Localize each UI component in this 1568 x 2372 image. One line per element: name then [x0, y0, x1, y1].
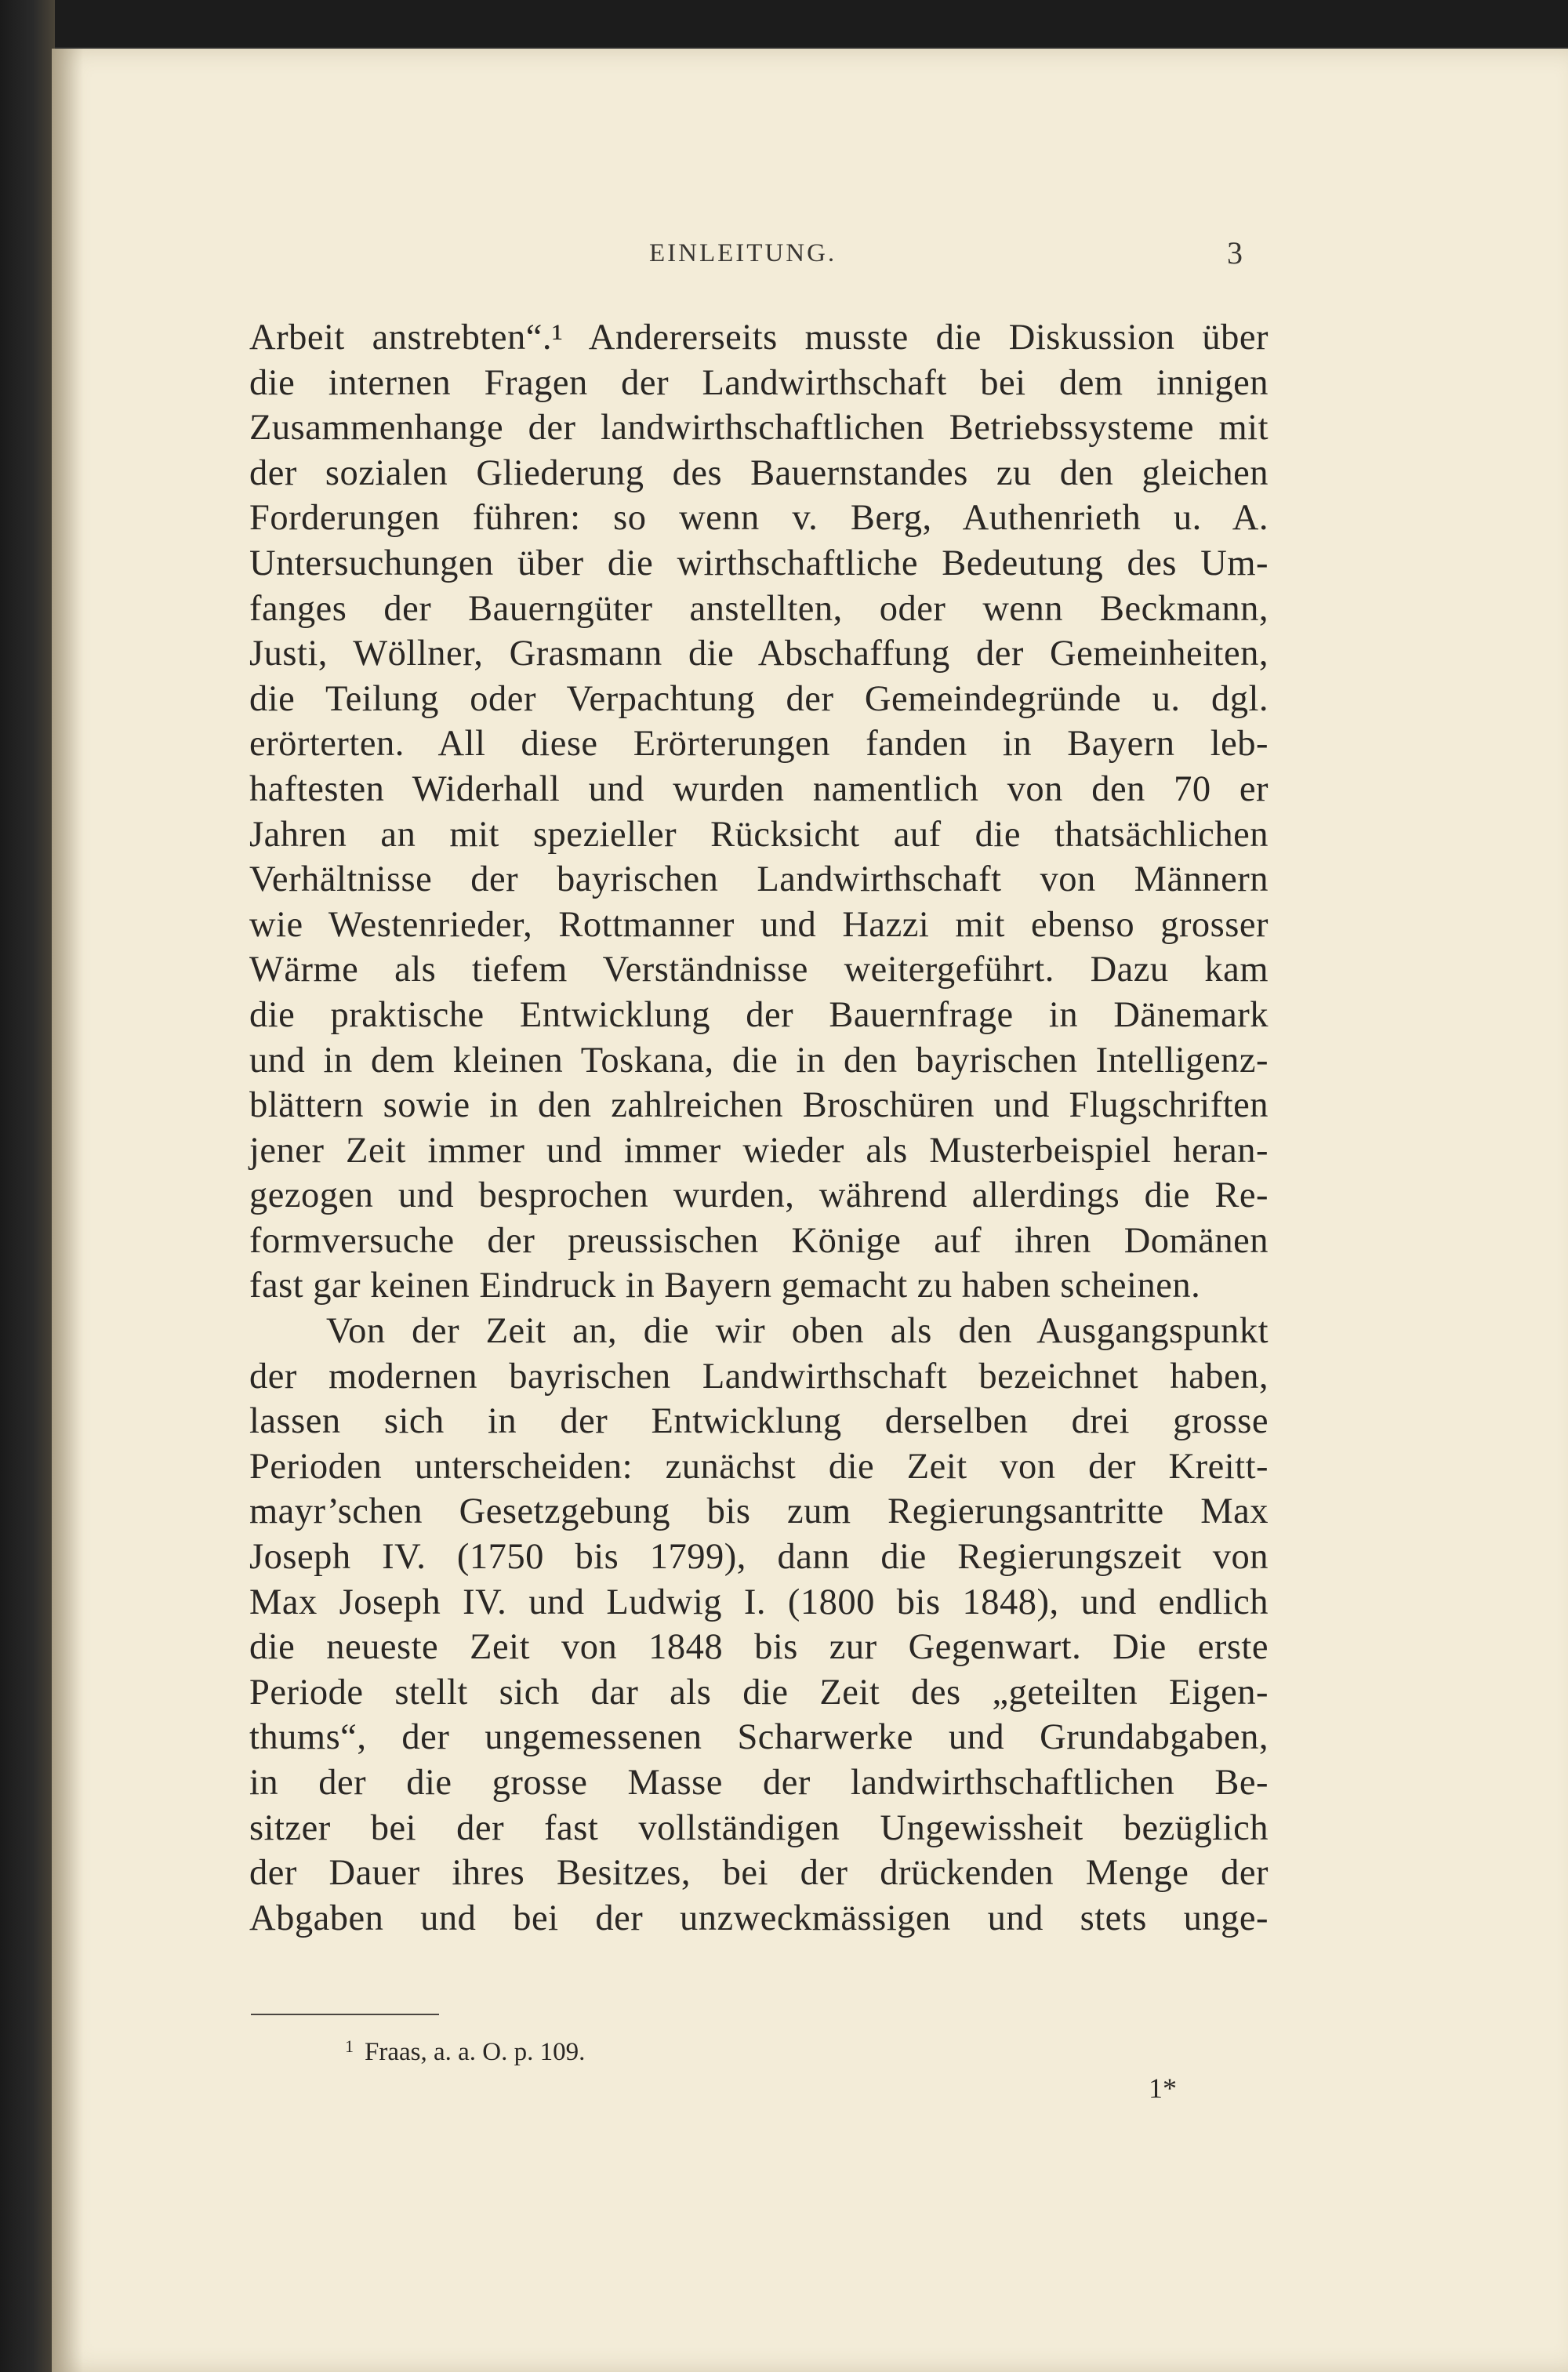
text-line: Zusammenhange der landwirthschaftlichen Betriebssysteme mit — [249, 408, 1269, 449]
printer-signature-mark: 1* — [1149, 2072, 1177, 2104]
text-line: jener Zeit immer und immer wieder als Musterbeispiel heran- — [249, 1130, 1269, 1171]
text-line: Periode stellt sich dar als die Zeit des „geteilten Eigen- — [249, 1672, 1269, 1713]
text-line: Max Joseph IV. und Ludwig I. (1800 bis 1848), und endlich — [249, 1582, 1269, 1622]
text-line: Perioden unterscheiden: zunächst die Zeit von der Kreitt- — [249, 1446, 1269, 1487]
text-line: haftesten Widerhall und wurden namentlich von den 70 er — [249, 768, 1269, 809]
text-line: Untersuchungen über die wirthschaftliche Bedeutung des Um- — [249, 543, 1269, 583]
text-line: thums“, der ungemessenen Scharwerke und Grundabgaben, — [249, 1717, 1269, 1758]
text-line: lassen sich in der Entwicklung derselben drei grosse — [249, 1401, 1269, 1442]
text-line: der sozialen Gliederung des Bauernstandes zu den gleichen — [249, 452, 1269, 493]
running-head — [0, 235, 1568, 278]
text-line: wie Westenrieder, Rottmanner und Hazzi mit ebenso grosser — [249, 904, 1269, 945]
text-line: Abgaben und bei der unzweckmässigen und stets unge- — [249, 1898, 1269, 1938]
text-line: die Teilung oder Verpachtung der Gemeindegründe u. dgl. — [249, 678, 1269, 719]
text-line: blättern sowie in den zahlreichen Broschüren und Flugschriften — [249, 1085, 1269, 1126]
text-line: fanges der Bauerngüter anstellten, oder wenn Beckmann, — [249, 588, 1269, 629]
text-line: Arbeit anstrebten“.¹ Andererseits musste die Diskussion über — [249, 318, 1269, 358]
footnote-rule — [251, 2014, 439, 2015]
text-line: die internen Fragen der Landwirthschaft bei dem innigen — [249, 362, 1269, 403]
text-line: Jahren an mit spezieller Rücksicht auf die thatsächlichen — [249, 814, 1269, 855]
footnote — [345, 2036, 585, 2067]
text-line: formversuche der preussischen Könige auf ihren Domänen — [249, 1220, 1269, 1261]
text-line: fast gar keinen Eindruck in Bayern gemacht zu haben scheinen. — [249, 1266, 1201, 1306]
text-line: sitzer bei der fast vollständigen Ungewissheit bezüglich — [249, 1807, 1269, 1848]
text-line: der Dauer ihres Besitzes, bei der drückenden Menge der — [249, 1853, 1269, 1894]
text-line: die neueste Zeit von 1848 bis zur Gegenwart. Die erste — [249, 1627, 1269, 1668]
text-line: gezogen und besprochen wurden, während allerdings die Re- — [249, 1175, 1269, 1216]
footnote-text: Fraas, a. a. O. p. 109. — [365, 2038, 586, 2066]
text-line: erörterten. All diese Erörterungen fanden in Bayern leb- — [249, 724, 1269, 765]
scan-background-left — [0, 0, 55, 2372]
text-line: Justi, Wöllner, Grasmann die Abschaffung der Gemeinheiten, — [249, 634, 1269, 674]
text-line: in der die grosse Masse der landwirthschaftlichen Be- — [249, 1763, 1269, 1803]
text-line: Wärme als tiefem Verständnisse weitergeführt. Dazu kam — [249, 950, 1269, 990]
page-gutter-shadow — [52, 49, 83, 2372]
text-line: die praktische Entwicklung der Bauernfrage in Dänemark — [249, 994, 1269, 1035]
text-line: der modernen bayrischen Landwirthschaft bezeichnet haben, — [249, 1356, 1269, 1397]
text-line: Forderungen führen: so wenn v. Berg, Authenrieth u. A. — [249, 498, 1269, 539]
text-line: mayr’schen Gesetzgebung bis zum Regierungsantritte Max — [249, 1491, 1269, 1532]
running-head-title: EINLEITUNG. — [649, 239, 837, 267]
body-text — [249, 315, 1269, 1941]
text-line: Verhältnisse der bayrischen Landwirthschaft von Männern — [249, 859, 1269, 900]
scan-background-top — [0, 0, 1568, 47]
text-line: und in dem kleinen Toskana, die in den bayrischen Intelligenz- — [249, 1040, 1269, 1081]
footnote-marker: 1 — [345, 2036, 354, 2056]
text-line: Joseph IV. (1750 bis 1799), dann die Regierungszeit von — [249, 1537, 1269, 1578]
page-number: 3 — [1227, 235, 1243, 271]
text-line: Von der Zeit an, die wir oben als den Ausgangspunkt — [326, 1311, 1269, 1352]
